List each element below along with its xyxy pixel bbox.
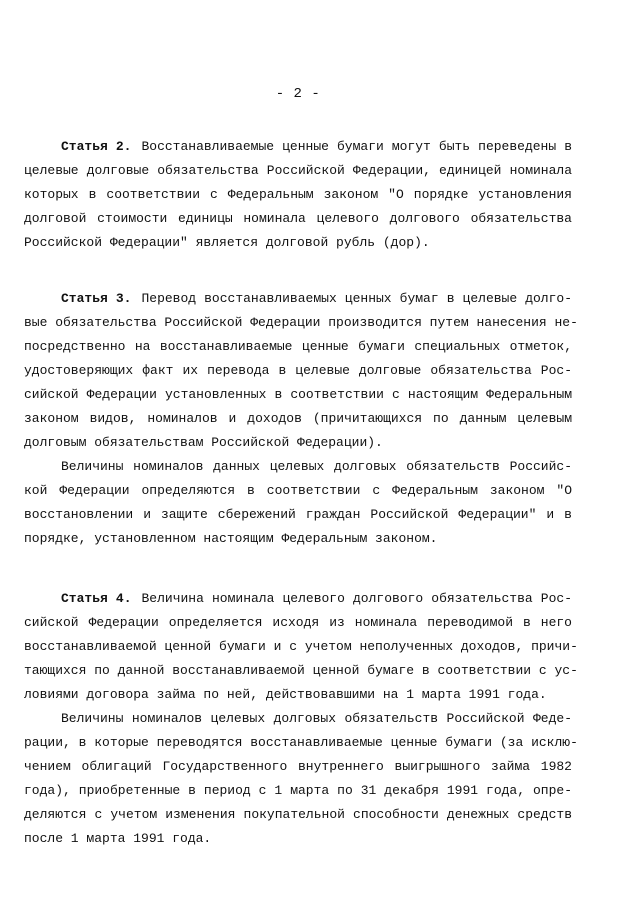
text-line: удостоверяющих факт их перевода в целевые долговые обязательства Рос- <box>24 363 572 378</box>
text-line: года), приобретенные в период с 1 марта по 31 декабря 1991 года, опре- <box>24 783 572 798</box>
text-line: законом видов, номиналов и доходов (причитающихся по данным целевым <box>24 411 572 426</box>
text-line: кой Федерации определяются в соответствии с Федеральным законом "О <box>24 483 572 498</box>
text-line: чением облигаций Государственного внутреннего выигрышного займа 1982 <box>24 759 572 774</box>
text-line: Величины номиналов целевых долговых обязательств Российской Феде- <box>61 711 572 726</box>
text-line <box>24 135 572 159</box>
text-line: долговым обязательствам Российской Федерации). <box>24 435 383 450</box>
text-line: целевые долговые обязательства Российской Федерации, единицей номинала <box>24 163 572 178</box>
line-text: Восстанавливаемые ценные бумаги могут быть переведены в <box>141 139 572 154</box>
text-line: сийской Федерации определяется исходя из номинала переводимой в него <box>24 615 572 630</box>
text-line: восстанавливаемой ценной бумаги и с учетом неполученных доходов, причи- <box>24 639 578 654</box>
text-line: ловиями договора займа по ней, действовавшими на 1 марта 1991 года. <box>24 687 547 702</box>
line-text: Величина номинала целевого долгового обязательства Рос- <box>141 591 572 606</box>
article-heading: Статья 4. <box>61 591 132 606</box>
text-line <box>24 287 572 311</box>
text-line: посредственно на восстанавливаемые ценные бумаги специальных отметок, <box>24 339 572 354</box>
text-line: Российской Федерации" является долговой рубль (дор). <box>24 235 430 250</box>
line-text: Перевод восстанавливаемых ценных бумаг в целевые долго- <box>141 291 572 306</box>
text-line: рации, в которые переводятся восстанавливаемые ценные бумаги (за исклю- <box>24 735 578 750</box>
text-line: которых в соответствии с Федеральным законом "О порядке установления <box>24 187 572 202</box>
text-line: вые обязательства Российской Федерации производится путем нанесения не- <box>24 315 578 330</box>
article-4 <box>24 587 578 851</box>
text-line: восстановлении и защите сбережений граждан Российской Федерации" и в <box>24 507 572 522</box>
article-3 <box>24 287 578 551</box>
text-line: тающихся по данной восстанавливаемой ценной бумаге в соответствии с ус- <box>24 663 578 678</box>
article-heading: Статья 3. <box>61 291 132 306</box>
text-line: деляются с учетом изменения покупательной способности денежных средств <box>24 807 572 822</box>
text-line: порядке, установленном настоящим Федеральным законом. <box>24 531 438 546</box>
text-line: Величины номиналов данных целевых долговых обязательств Российс- <box>61 459 572 474</box>
text-line: после 1 марта 1991 года. <box>24 831 212 846</box>
text-line <box>24 587 572 611</box>
article-2 <box>24 135 572 255</box>
text-line: сийской Федерации установленных в соответствии с настоящим Федеральным <box>24 387 572 402</box>
text-line: долговой стоимости единицы номинала целевого долгового обязательства <box>24 211 572 226</box>
article-heading: Статья 2. <box>61 139 132 154</box>
page-number: - 2 - <box>275 86 321 102</box>
